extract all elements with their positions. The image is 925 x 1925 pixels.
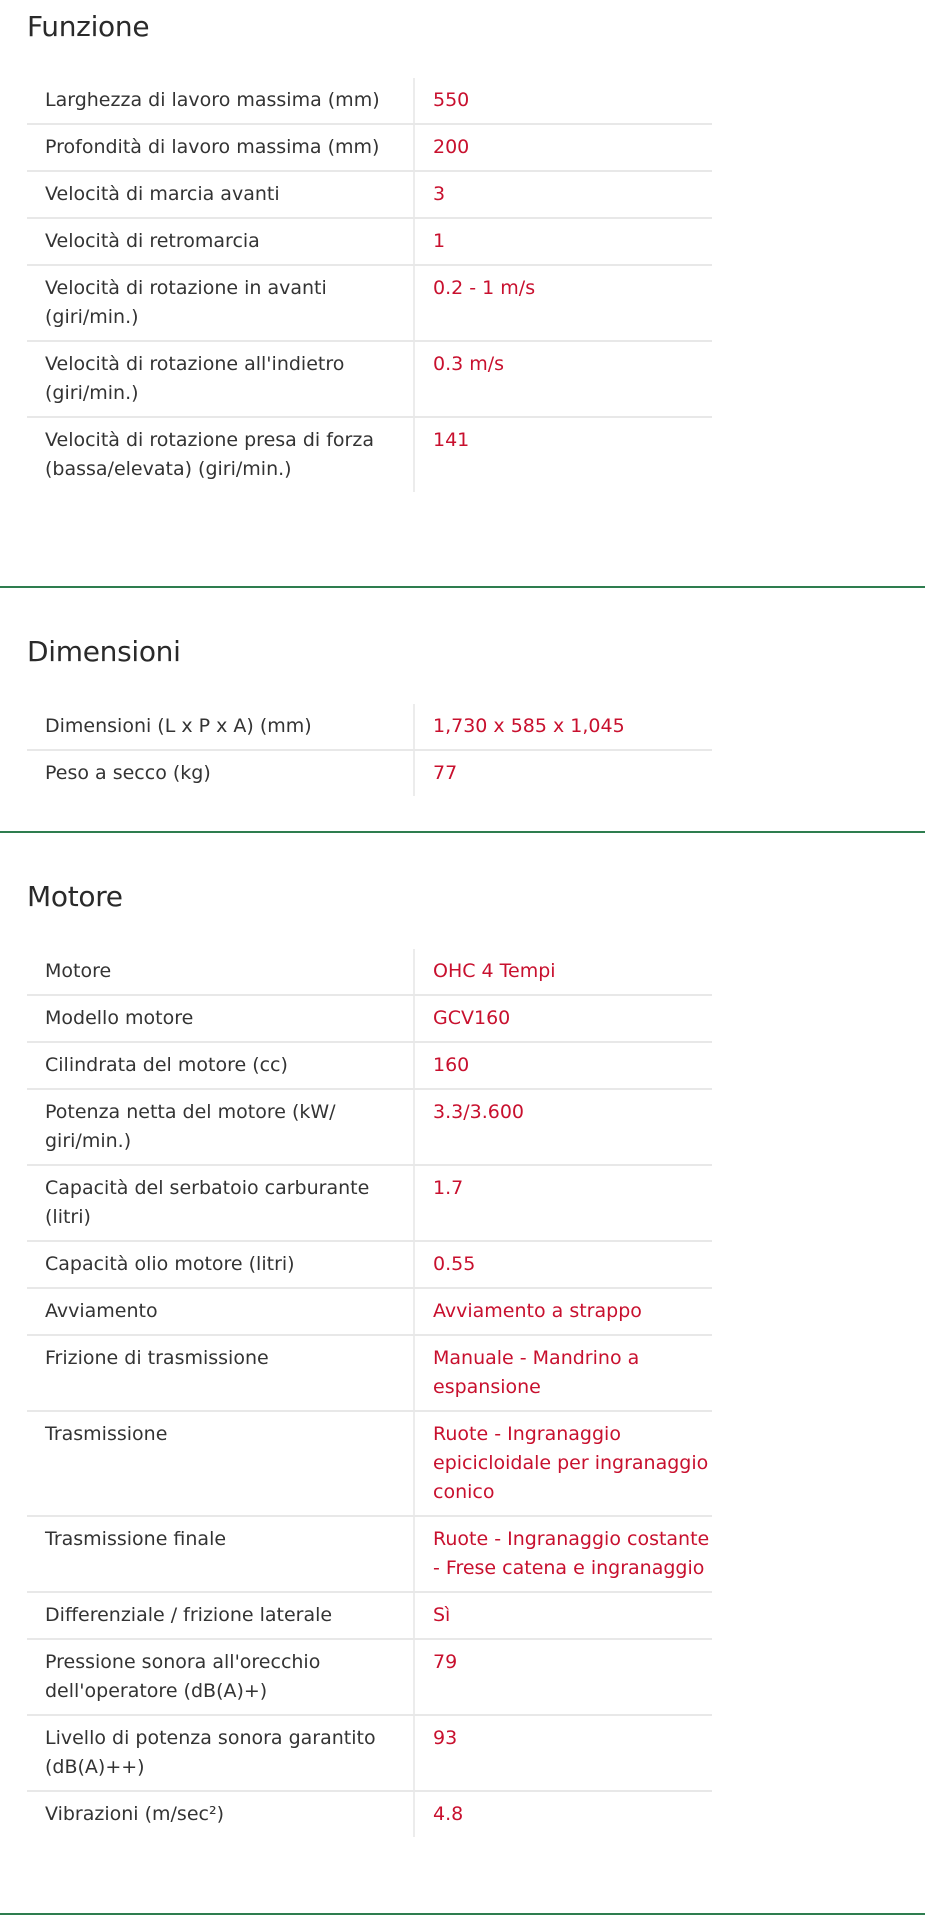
spec-label: Dimensioni (L x P x A) (mm)	[27, 704, 414, 750]
spec-label: Profondità di lavoro massima (mm)	[27, 124, 414, 171]
spec-label: Avviamento	[27, 1288, 414, 1335]
spec-row	[27, 750, 712, 796]
spec-value: 4.8	[433, 1803, 464, 1825]
spec-value: Avviamento a strappo	[414, 1288, 712, 1335]
spec-label: Velocità di rotazione all'indietro (giri/min.)	[27, 341, 414, 417]
section-title: Motore	[27, 880, 123, 913]
spec-row	[27, 1165, 712, 1241]
spec-value: OHC 4 Tempi	[414, 949, 712, 995]
spec-row	[27, 265, 712, 341]
spec-label: Cilindrata del motore (cc)	[27, 1042, 414, 1089]
spec-value: 1,730 x 585 x 1,045	[414, 704, 712, 750]
spec-value: 0.3 m/s	[414, 341, 712, 417]
spec-value: 79	[414, 1639, 712, 1715]
spec-label: Trasmissione	[27, 1411, 414, 1516]
spec-value: 550	[414, 78, 712, 124]
spec-table-motore	[27, 949, 712, 1837]
spec-row	[27, 171, 712, 218]
spec-row	[27, 1639, 712, 1715]
spec-row	[27, 949, 712, 995]
spec-label: Larghezza di lavoro massima (mm)	[27, 78, 414, 124]
spec-label: Velocità di retromarcia	[27, 218, 414, 265]
spec-value: 3	[414, 171, 712, 218]
spec-value: Ruote - Ingranaggio costante - Frese catena e ingranaggio	[414, 1516, 712, 1592]
spec-row	[27, 78, 712, 124]
spec-row	[27, 1791, 712, 1837]
spec-value: 160	[414, 1042, 712, 1089]
spec-label: Vibrazioni (m/sec²)	[27, 1791, 414, 1837]
spec-value: 200	[414, 124, 712, 171]
spec-value: GCV160	[414, 995, 712, 1042]
spec-label: Capacità del serbatoio carburante (litri)	[27, 1165, 414, 1241]
spec-label: Peso a secco (kg)	[27, 750, 414, 796]
spec-label: Velocità di rotazione presa di forza (bassa/elevata) (giri/min.)	[27, 417, 414, 492]
spec-value: 77	[433, 762, 458, 784]
spec-row	[27, 1335, 712, 1411]
spec-label: Pressione sonora all'orecchio dell'operatore (dB(A)+)	[27, 1639, 414, 1715]
section-dimensioni	[0, 588, 925, 834]
spec-value: 1	[414, 218, 712, 265]
spec-row	[27, 1089, 712, 1165]
spec-label: Velocità di rotazione in avanti (giri/min.)	[27, 265, 414, 341]
spec-value: 93	[414, 1715, 712, 1791]
spec-value: Ruote - Ingranaggio epicicloidale per ingranaggio conico	[414, 1411, 712, 1516]
spec-label: Modello motore	[27, 995, 414, 1042]
spec-value: Sì	[414, 1592, 712, 1639]
section-title: Funzione	[27, 10, 150, 43]
spec-value: 3.3/3.600	[414, 1089, 712, 1165]
spec-row	[27, 124, 712, 171]
spec-value: 0.55	[414, 1241, 712, 1288]
spec-label: Frizione di trasmissione	[27, 1335, 414, 1411]
spec-table-funzione	[27, 78, 712, 492]
spec-row	[27, 1042, 712, 1089]
spec-row	[27, 1411, 712, 1516]
spec-row	[27, 1288, 712, 1335]
spec-row	[27, 704, 712, 750]
spec-label: Velocità di marcia avanti	[27, 171, 414, 218]
section-title: Dimensioni	[27, 635, 181, 668]
section-divider	[0, 1913, 925, 1915]
section-funzione	[0, 0, 925, 590]
spec-value: 1.7	[414, 1165, 712, 1241]
spec-row	[27, 995, 712, 1042]
spec-value: 141	[433, 429, 470, 451]
spec-value: 0.2 - 1 m/s	[414, 265, 712, 341]
spec-row	[27, 1715, 712, 1791]
spec-row	[27, 1241, 712, 1288]
spec-label: Differenziale / frizione laterale	[27, 1592, 414, 1639]
spec-label: Capacità olio motore (litri)	[27, 1241, 414, 1288]
spec-label: Potenza netta del motore (kW/ giri/min.)	[27, 1089, 414, 1165]
spec-label: Livello di potenza sonora garantito (dB(A)++)	[27, 1715, 414, 1791]
spec-table-dimensioni	[27, 704, 712, 796]
spec-row	[27, 1592, 712, 1639]
spec-row	[27, 417, 712, 492]
spec-value: Manuale - Mandrino a espansione	[414, 1335, 712, 1411]
spec-label: Trasmissione finale	[27, 1516, 414, 1592]
spec-label: Motore	[27, 949, 414, 995]
spec-row	[27, 1516, 712, 1592]
spec-row	[27, 218, 712, 265]
section-motore	[0, 833, 925, 1913]
spec-row	[27, 341, 712, 417]
